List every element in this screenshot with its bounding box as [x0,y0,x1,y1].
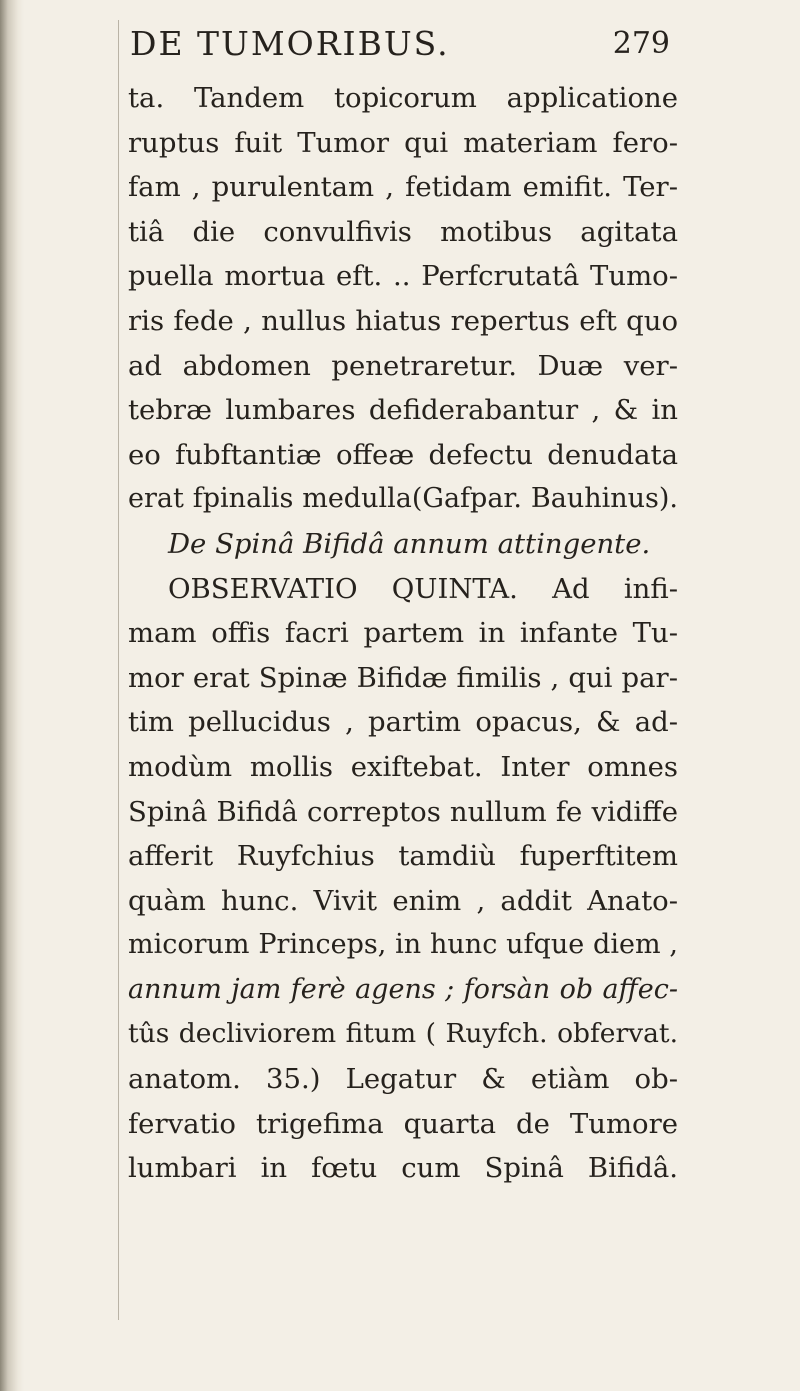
text-line: afferit Ruyfchius tamdiù fuperftitem [128,840,678,873]
text-line: ta. Tandem topicorum applicatione [128,82,678,114]
text-line: anatom. 35.) Legatur & etiàm ob- [128,1063,678,1096]
text-line: fervatio trigefima quarta de Tumore [128,1107,678,1140]
body-text [128,76,678,1191]
text-line: ruptus fuit Tumor qui materiam fero- [128,126,678,159]
section-heading: De Spinâ Bifidâ annum attingente. [168,527,651,560]
text-line: ris fede , nullus hiatus repertus eft quo [128,304,678,337]
text-line: tûs decliviorem fitum ( Ruyfch. obfervat. [128,1018,678,1050]
text-line: annum jam ferè agens ; forsàn ob affec- [128,973,678,1005]
text-line: mor erat Spinæ Bifidæ fimilis , qui par- [128,661,678,694]
page-header [130,14,670,74]
text-line: eo fubftantiæ offeæ defectu denudata [128,438,678,471]
text-line: puella mortua eft. .. Perfcrutatâ Tumo- [128,260,678,293]
text-line: lumbari in fœtu cum Spinâ Bifidâ. [128,1152,678,1185]
text-line: erat fpinalis medulla(Gafpar. Bauhinus). [128,483,678,515]
text-line: fam , purulentam , fetidam emifit. Ter- [128,171,678,204]
text-line: tebræ lumbares defiderabantur , & in [128,394,678,427]
page-binding-edge [0,0,24,1391]
text-line: quàm hunc. Vivit enim , addit Anato- [128,884,678,917]
observation-heading-line: OBSERVATIO QUINTA. Ad infi- [168,572,678,605]
gutter-line [118,20,119,1320]
text-line: tim pellucidus , partim opacus, & ad- [128,706,678,739]
running-head: DE TUMORIBUS. [130,24,450,63]
text-line: ad abdomen penetraretur. Duæ ver- [128,349,678,382]
page-number: 279 [612,26,670,61]
text-line: modùm mollis exiftebat. Inter omnes [128,750,678,783]
text-line: Spinâ Bifidâ correptos nullum fe vidiffe [128,795,678,828]
text-line: micorum Princeps, in hunc ufque diem , [128,929,678,961]
text-line: tiâ die convulfivis motibus agitata [128,215,678,248]
text-line: mam offis facri partem in infante Tu- [128,617,678,650]
